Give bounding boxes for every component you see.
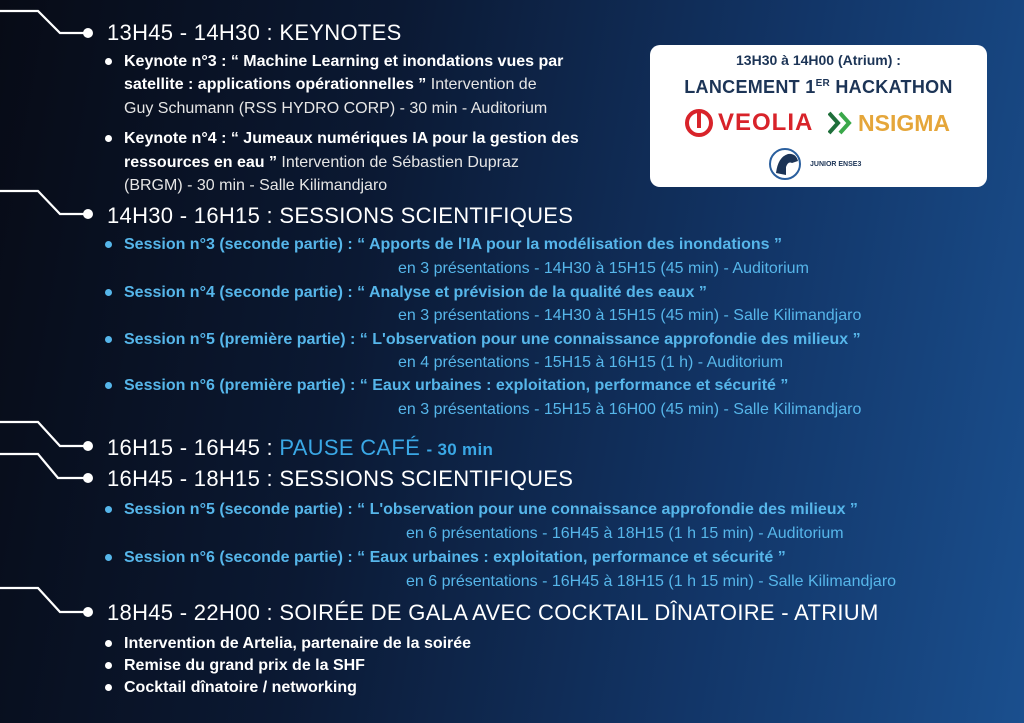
nsigma-chevron-icon [828,111,856,135]
gala-item: Cocktail dînatoire / networking [124,676,357,699]
keynote-line: Guy Schumann (RSS HYDRO CORP) - 30 min - Auditorium [124,100,548,117]
session-detail: en 6 présentations - 16H45 à 18H15 (1 h 15 min) - Auditorium [406,525,844,542]
hackathon-card [650,45,987,187]
section-title-gala: 18H45 - 22H00 : SOIRÉE DE GALA AVEC COCKTAIL DÎNATOIRE - ATRIUM [107,600,879,625]
timeline-node [83,441,93,451]
junior-ense3-logo: JUNIOR ENSE3 [768,147,861,181]
gala-item: Intervention de Artelia, partenaire de la soirée [124,632,471,655]
keynote-line: satellite : applications opérationnelles ” Intervention de [124,76,537,93]
section-title-sessions-2: 16H45 - 18H15 : SESSIONS SCIENTIFIQUES [107,466,574,491]
keynote-line: ressources en eau ” Intervention de Sébastien Dupraz [124,154,519,171]
session-detail: en 3 présentations - 14H30 à 15H15 (45 min) - Salle Kilimandjaro [398,307,862,324]
horse-emblem-icon [768,147,804,181]
veolia-emblem-icon [684,108,714,138]
session-detail: en 3 présentations - 15H15 à 16H00 (45 min) - Salle Kilimandjaro [398,401,862,418]
section-title-keynotes: 13H45 - 14H30 : KEYNOTES [107,20,402,45]
nsigma-logo: NSIGMA [828,107,950,139]
session-detail: en 3 présentations - 14H30 à 15H15 (45 min) - Auditorium [398,260,809,277]
timeline-node [83,607,93,617]
session-item: Session n°6 (première partie) : “ Eaux urbaines : exploitation, performance et sécurité ” [124,374,788,397]
section-title-sessions-1: 14H30 - 16H15 : SESSIONS SCIENTIFIQUES [107,203,574,228]
session-item: Session n°4 (seconde partie) : “ Analyse et prévision de la qualité des eaux ” [124,281,707,304]
hackathon-title: LANCEMENT 1ER HACKATHON [684,77,953,97]
keynote-item: Keynote n°4 : “ Jumeaux numériques IA pour la gestion des [124,127,579,150]
section-title-pause: 16H15 - 16H45 : PAUSE CAFÉ - 30 min [107,435,494,460]
timeline-node [83,28,93,38]
session-item: Session n°6 (seconde partie) : “ Eaux urbaines : exploitation, performance et sécurité ” [124,546,786,569]
session-detail: en 6 présentations - 16H45 à 18H15 (1 h 15 min) - Salle Kilimandjaro [406,573,897,590]
veolia-logo: VEOLIA [684,107,813,139]
timeline-node [83,473,93,483]
timeline-node [83,209,93,219]
session-detail: en 4 présentations - 15H15 à 16H15 (1 h) - Auditorium [398,354,784,371]
hackathon-time: 13H30 à 14H00 (Atrium) : [736,52,901,68]
gala-item: Remise du grand prix de la SHF [124,654,365,677]
session-item: Session n°3 (seconde partie) : “ Apports de l'IA pour la modélisation des inondations ” [124,233,782,256]
session-item: Session n°5 (première partie) : “ L'observation pour une connaissance approfondie des milieux ” [124,328,861,351]
keynote-item: Keynote n°3 : “ Machine Learning et inondations vues par [124,50,563,73]
keynote-line: (BRGM) - 30 min - Salle Kilimandjaro [124,177,388,194]
session-item: Session n°5 (seconde partie) : “ L'observation pour une connaissance approfondie des milieux ” [124,498,858,521]
